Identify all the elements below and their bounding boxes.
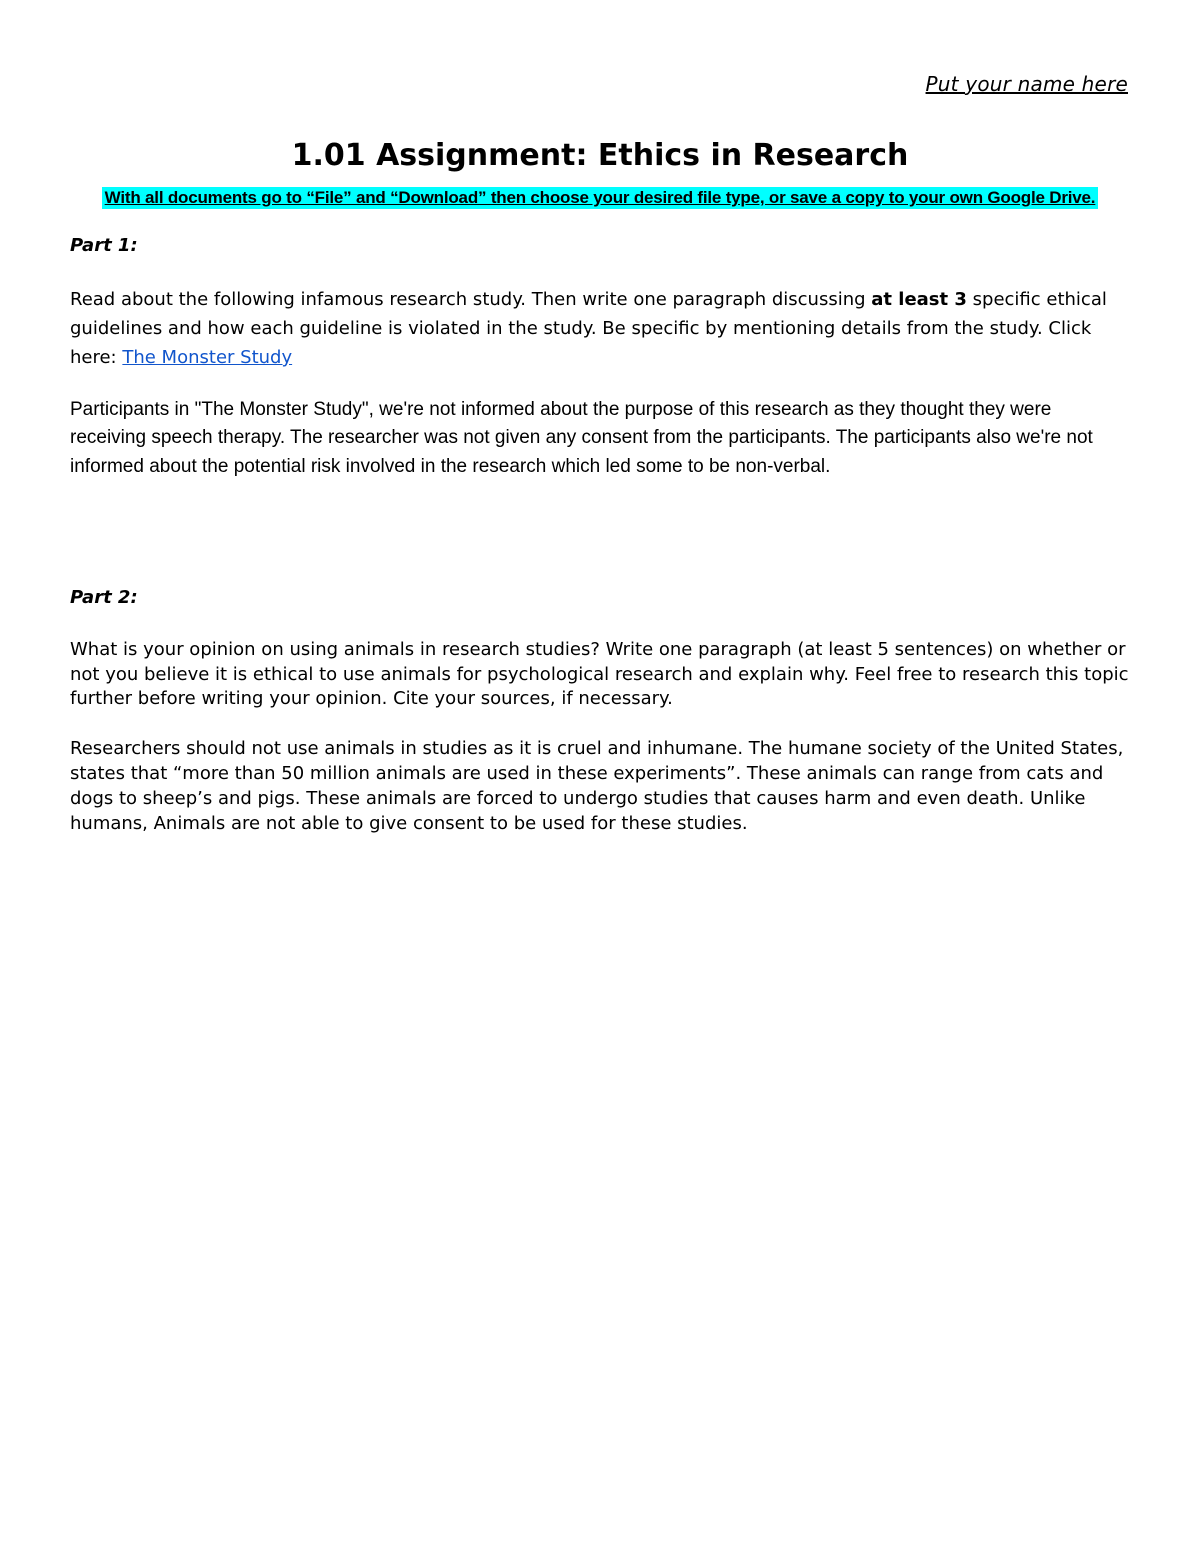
download-instructions-text: With all documents go to “File” and “Download” then choose your desired file type, or save a copy to your own Google Drive.	[102, 187, 1099, 209]
page-title: 1.01 Assignment: Ethics in Research	[291, 138, 909, 173]
part-1-answer: Participants in "The Monster Study", we're not informed about the purpose of this research as they thought they were receiving speech therapy. The researcher was not given any consent from the participants. The participants also we're not informed about the potential risk involved in the research which led some to be non-verbal.	[70, 399, 1093, 477]
part-2-prompt: What is your opinion on using animals in research studies? Write one paragraph (at least 5 sentences) on whether or not you believe it is ethical to use animals for psychological research and explain why. Feel free to research this topic further before writing your opinion. Cite your sources, if necessary.	[70, 639, 1129, 709]
download-instructions-banner	[0, 187, 1200, 209]
part-2-answer: Researchers should not use animals in studies as it is cruel and inhumane. The humane society of the United States, states that “more than 50 million animals are used in these experiments”. These animals can range from cats and dogs to sheep’s and pigs. These animals are forced to undergo studies that causes harm and even death. Unlike humans, Animals are not able to give consent to be used for these studies.	[70, 738, 1124, 834]
monster-study-link[interactable]: The Monster Study	[122, 347, 293, 368]
part-1-prompt-end: specific ethical guidelines and how each guideline is violated in the study. Be specific by mentioning details from the study. Click here:	[70, 289, 1107, 368]
student-name-placeholder: Put your name here	[925, 72, 1128, 96]
part-2-heading: Part 2:	[70, 587, 138, 608]
part-1-heading: Part 1:	[70, 235, 138, 256]
part-1-prompt-start: Read about the following infamous research study. Then write one paragraph discussing	[70, 289, 872, 310]
part-1-prompt	[70, 285, 1130, 372]
part-1-prompt-emphasis: at least 3	[871, 289, 967, 310]
